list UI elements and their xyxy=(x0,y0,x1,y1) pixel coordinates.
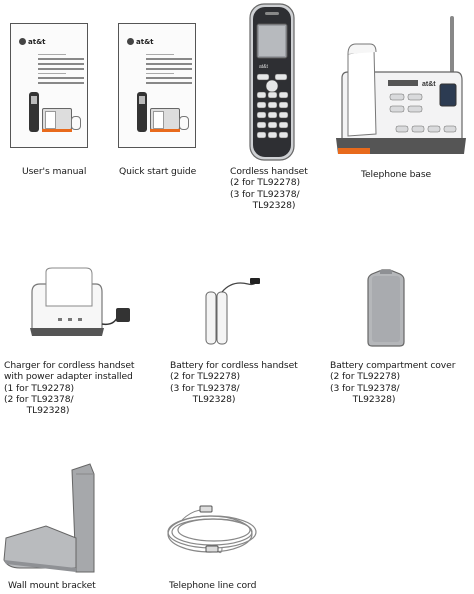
svg-text:at&t: at&t xyxy=(259,64,268,70)
telephone-base-label: Telephone base xyxy=(361,169,432,180)
quick-start-booklet xyxy=(118,23,196,148)
charger-label: Charger for cordless handset with power adapter installed (1 for TL92278) (2 for TL92378/ TL92328) xyxy=(4,360,135,417)
quick-start-label: Quick start guide xyxy=(119,166,197,177)
base-icon xyxy=(42,108,72,130)
wall-mount-label: Wall mount bracket xyxy=(8,580,96,591)
cord-icon xyxy=(71,116,81,130)
cordless-handset-label: Cordless handset (2 for TL92278) (3 for TL92378/ TL92328) xyxy=(230,166,308,211)
cord-icon xyxy=(179,116,189,130)
charger-icon xyxy=(28,266,136,348)
battery-icon xyxy=(200,276,266,348)
handset-icon xyxy=(29,92,39,132)
base-icon xyxy=(150,108,180,130)
att-logo: at&t xyxy=(127,38,154,46)
users-manual-label: User's manual xyxy=(22,166,87,177)
battery-cover-label: Battery compartment cover (2 for TL92278) (3 for TL92378/ TL92328) xyxy=(330,360,456,405)
base-icon xyxy=(334,14,468,158)
handset-icon xyxy=(137,92,147,132)
cord-icon xyxy=(160,498,264,562)
cover-icon xyxy=(364,268,408,348)
att-logo: at&t xyxy=(19,38,46,46)
users-manual-booklet xyxy=(10,23,88,148)
line-cord-label: Telephone line cord xyxy=(169,580,257,591)
bracket-icon xyxy=(2,460,110,576)
battery-label: Battery for cordless handset (2 for TL92278) (3 for TL92378/ TL92328) xyxy=(170,360,298,405)
handset-icon xyxy=(244,2,300,162)
svg-text:at&t: at&t xyxy=(422,81,436,88)
